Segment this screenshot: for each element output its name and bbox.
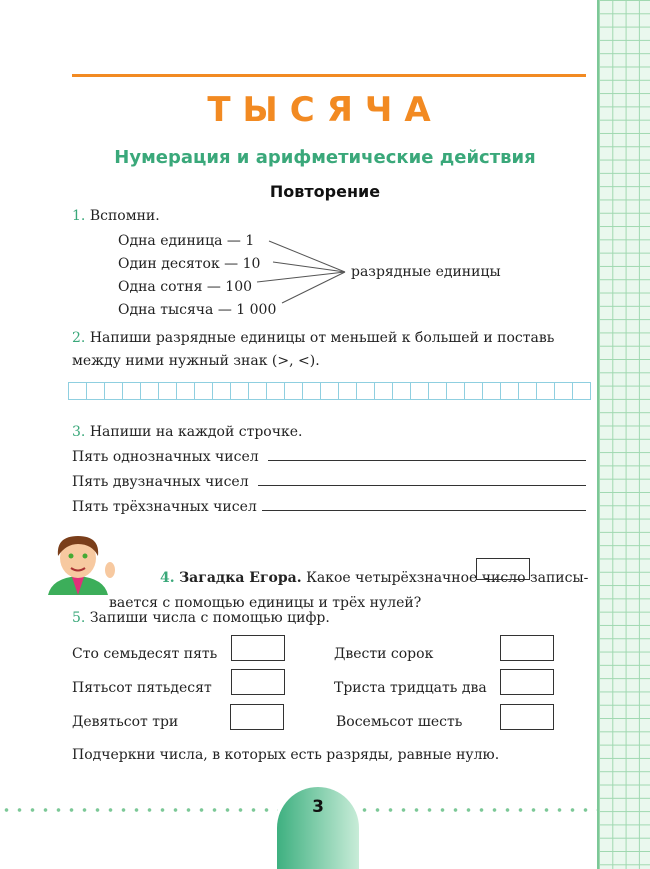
page-number: 3 <box>312 797 324 817</box>
task3-row-label: Пять однозначных чисел <box>72 449 259 465</box>
riddle-answer-box[interactable] <box>476 558 530 580</box>
answer-cell[interactable] <box>392 382 411 400</box>
chapter-subtitle: Нумерация и арифметические действия <box>114 147 536 168</box>
number-answer-box[interactable] <box>500 669 554 695</box>
answer-cell[interactable] <box>554 382 573 400</box>
dotted-divider-right <box>358 808 598 812</box>
riddle-title: Загадка Егора. <box>179 570 302 586</box>
task-text: Вспомни. <box>89 208 160 224</box>
answer-cells[interactable] <box>68 382 590 400</box>
answer-cell[interactable] <box>158 382 177 400</box>
task2-line2: между ними нужный знак (>, <). <box>72 353 320 369</box>
task-number: 3. <box>72 424 86 440</box>
answer-cell[interactable] <box>68 382 87 400</box>
dotted-divider-left <box>0 808 278 812</box>
number-answer-box[interactable] <box>500 704 554 730</box>
answer-cell[interactable] <box>572 382 591 400</box>
answer-line[interactable] <box>262 510 586 511</box>
answer-cell[interactable] <box>464 382 483 400</box>
task3-row-label: Пять двузначных чисел <box>72 474 249 490</box>
answer-cell[interactable] <box>338 382 357 400</box>
answer-cell[interactable] <box>212 382 231 400</box>
task5-footer: Подчеркни числа, в которых есть разряды, равные нулю. <box>72 747 500 763</box>
answer-line[interactable] <box>268 460 586 461</box>
number-word: Восемьсот шесть <box>336 714 463 730</box>
number-word: Девятьсот три <box>72 714 179 730</box>
answer-cell[interactable] <box>536 382 555 400</box>
answer-cell[interactable] <box>374 382 393 400</box>
task5-heading <box>72 610 330 626</box>
task-number: 2. <box>72 330 86 346</box>
number-answer-box[interactable] <box>231 669 285 695</box>
task4-line2: вается с помощью единицы и трёх нулей? <box>109 595 422 611</box>
answer-cell[interactable] <box>302 382 321 400</box>
task-number: 5. <box>72 610 86 626</box>
answer-cell[interactable] <box>230 382 249 400</box>
answer-cell[interactable] <box>248 382 267 400</box>
answer-cell[interactable] <box>356 382 375 400</box>
answer-cell[interactable] <box>446 382 465 400</box>
answer-cell[interactable] <box>266 382 285 400</box>
answer-cell[interactable] <box>86 382 105 400</box>
answer-cell[interactable] <box>284 382 303 400</box>
section-title: Повторение <box>269 182 381 201</box>
task3-heading <box>72 424 302 440</box>
chapter-title: ТЫСЯЧА <box>207 90 443 130</box>
digit-units-label: разрядные единицы <box>351 264 501 280</box>
answer-cell[interactable] <box>104 382 123 400</box>
answer-cell[interactable] <box>122 382 141 400</box>
number-answer-box[interactable] <box>500 635 554 661</box>
answer-cell[interactable] <box>482 382 501 400</box>
number-answer-box[interactable] <box>230 704 284 730</box>
task-text: Напиши на каждой строчке. <box>89 424 303 440</box>
task-number: 4. <box>160 570 175 586</box>
number-word: Пятьсот пятьдесят <box>72 680 212 696</box>
task2-line1 <box>72 330 554 346</box>
answer-cell[interactable] <box>518 382 537 400</box>
boy-character-illustration <box>38 530 118 595</box>
number-word: Двести сорок <box>334 646 434 662</box>
number-word: Триста тридцать два <box>334 680 487 696</box>
task1-row: Одна тысяча — 1 000 <box>118 302 277 318</box>
answer-cell[interactable] <box>140 382 159 400</box>
answer-cell[interactable] <box>176 382 195 400</box>
task-text: Напиши разрядные единицы от меньшей к большей и поставь <box>89 330 555 346</box>
answer-cell[interactable] <box>194 382 213 400</box>
task-text: Запиши числа с помощью цифр. <box>89 610 330 626</box>
answer-cell[interactable] <box>428 382 447 400</box>
answer-line[interactable] <box>258 485 586 486</box>
task-number: 1. <box>72 208 86 224</box>
task3-row-label: Пять трёхзначных чисел <box>72 499 257 515</box>
task1-row: Одна единица — 1 <box>118 233 255 249</box>
number-word: Сто семьдесят пять <box>72 646 218 662</box>
answer-cell[interactable] <box>320 382 339 400</box>
task1-row: Одна сотня — 100 <box>118 279 253 295</box>
answer-cell[interactable] <box>500 382 519 400</box>
task-text: Какое четырёхзначное число записы- <box>306 570 589 586</box>
answer-cell[interactable] <box>410 382 429 400</box>
number-answer-box[interactable] <box>231 635 285 661</box>
task1-row: Один десяток — 10 <box>118 256 261 272</box>
